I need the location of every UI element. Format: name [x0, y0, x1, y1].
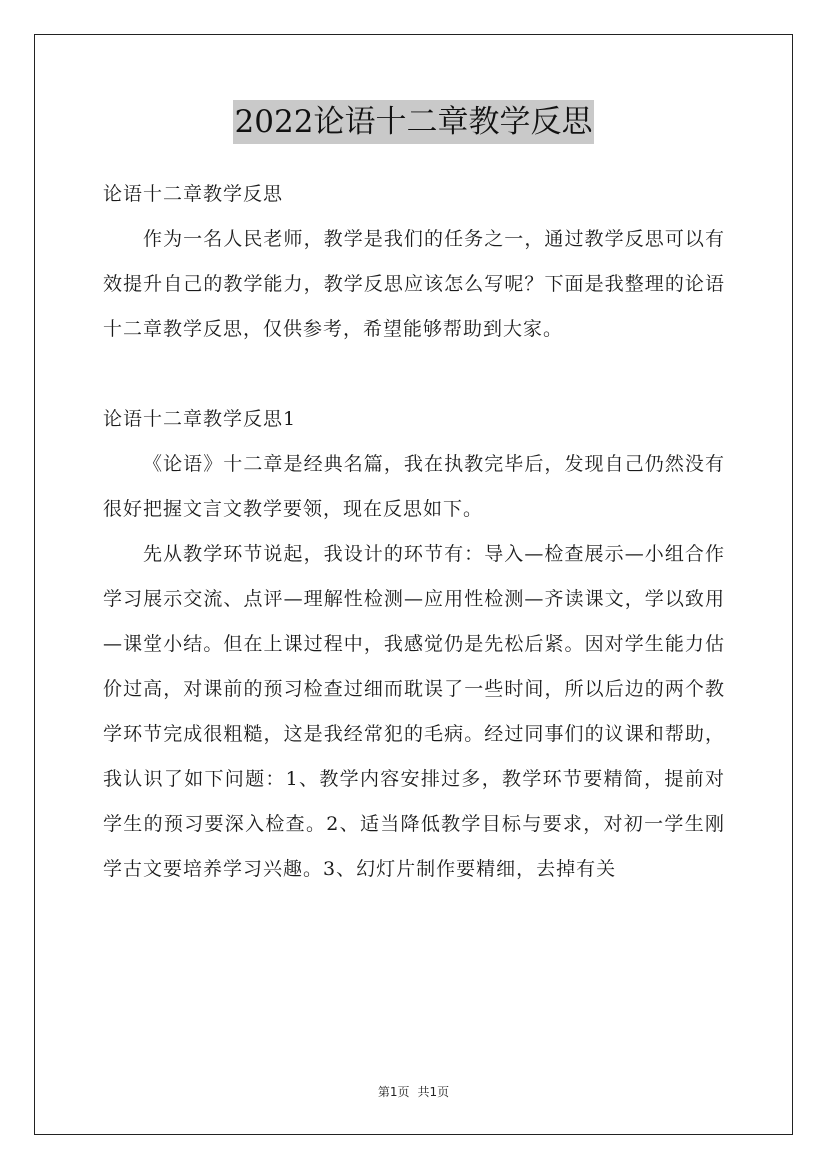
section-heading: 论语十二章教学反思1 [103, 408, 297, 430]
section-spacer [103, 352, 725, 397]
title-container [0, 100, 827, 144]
page-footer [0, 1083, 827, 1100]
document-title: 2022论语十二章教学反思 [233, 100, 595, 144]
body-paragraph: 先从教学环节说起，我设计的环节有：导入—检查展示—小组合作学习展示交流、点评—理解性检测—应用性检测—齐读课文，学以致用—课堂小结。但在上课过程中，我感觉仍是先松后紧。因对学生能力估价过高，对课前的预习检查过细而耽误了一些时间，所以后边的两个教学环节完成很粗糙，这是我经常犯的毛病。经过同事们的议课和帮助，我认识了如下问题：1、教学内容安排过多，教学环节要精简，提前对学生的预习要深入检查。2、适当降低教学目标与要求，对初一学生刚学古文要培养学习兴趣。3、幻灯片制作要精细，去掉有关 [103, 543, 725, 880]
page-number: 第1页 [377, 1085, 410, 1099]
intro-paragraph: 作为一名人民老师，教学是我们的任务之一，通过教学反思可以有效提升自己的教学能力，教学反思应该怎么写呢？下面是我整理的论语十二章教学反思，仅供参考，希望能够帮助到大家。 [103, 228, 725, 340]
document-body [103, 172, 725, 892]
body-paragraph: 《论语》十二章是经典名篇，我在执教完毕后，发现自己仍然没有很好把握文言文教学要领，现在反思如下。 [103, 453, 725, 520]
page-total: 共1页 [417, 1085, 450, 1099]
document-subtitle: 论语十二章教学反思 [103, 183, 284, 205]
